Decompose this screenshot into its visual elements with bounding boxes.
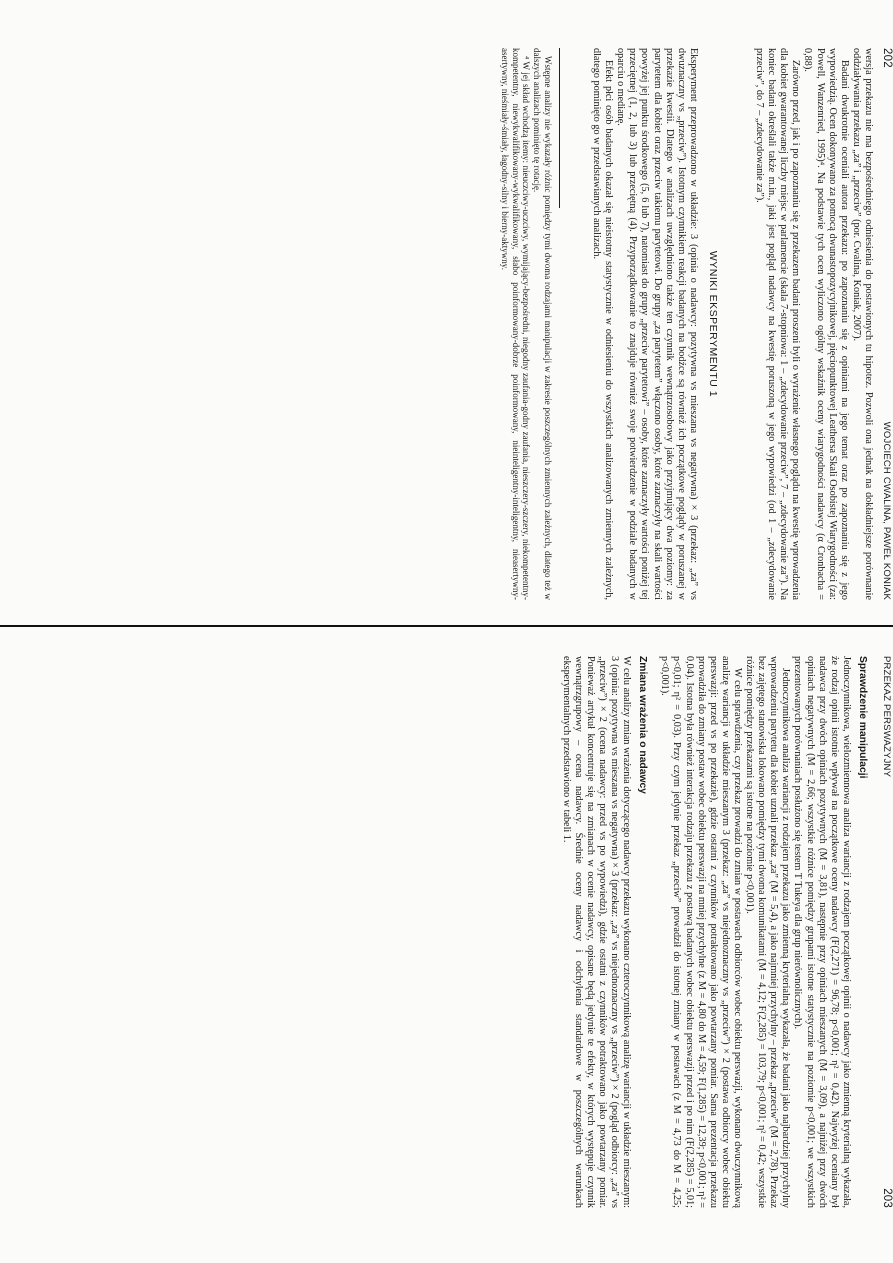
page-202 bbox=[13, 48, 893, 608]
paragraph: Badani dwukrotnie oceniali autora przekazu: po zapoznaniu się z opiniami na jego temat oraz po zapoznaniu się z jego wypowiedzią. Ocen dokonywano za pomocą dwunastopozycyjnikowej, pięciopunktowej Leathersa Skali Osobistej Wiarygodności (za: Powell, Wanzenried, 1995)⁴. Na podstawie tych ocen wyliczono ogólny wskaźnik oceny wiarygodności nadawcy (α Cronbacha = 0,88). bbox=[802, 48, 850, 600]
page-203 bbox=[13, 656, 893, 1216]
subsection-heading: Zmiana wrażenia o nadawcy bbox=[637, 656, 649, 794]
running-head-203 bbox=[874, 656, 893, 1208]
paragraph: wersja przekazu nie ma bezpośredniego odniesienia do postawionych tu hipotez. Pozwoli ona jednak na dokładniejsze porównanie oddziaływania przekazu „za” i „przeciw” (por. Cwalina, Koniak, 2007). bbox=[850, 48, 874, 600]
running-head-title: WOJCIECH CWALINA, PAWEŁ KONIAK bbox=[881, 421, 892, 600]
running-head-title: PRZEKAZ PERSWAZYJNY bbox=[881, 656, 892, 778]
subsection-heading: Sprawdzenie manipulacji bbox=[856, 656, 868, 779]
paragraph: Efekt płci osób badanych okazał się nieistotny statystycznie w odniesieniu do wszystkich analizowanych zmiennych zależnych, dlatego pominięto go w przedstawianych analizach. bbox=[591, 48, 615, 600]
footnote: Wstępne analizy nie wykazały różnic pomiędzy tymi dwoma rodzajami manipulacji w zakresie poszczególnych zmiennych zależnych, dlatego też w dalszych analizach pominięto tę rotację. bbox=[532, 48, 554, 600]
section-heading: WYNIKI EKSPERYMENTU 1 bbox=[706, 250, 719, 398]
paragraph: Zarówno przed, jak i po zapoznaniu się z przekazem badani proszeni byli o wyrażenie własnego poglądu na kwestię wprowadzenia dla kobiet gwarantowanej liczby miejsc w parlamencie (skala 7-stopniowa: 1 – „zdecydowanie przeciw”, 7 – „zdecydowanie za”). Na koniec badani określali także m.in., jaki jest pogląd nadawcy na kwestię poruszoną w jego wypowiedzi (od 1 – „zdecydowanie przeciw”, do 7 – „zdecydowanie za”). bbox=[754, 48, 802, 600]
page-divider-line bbox=[0, 625, 893, 627]
page-number: 203 bbox=[881, 1188, 893, 1208]
page-number: 202 bbox=[881, 48, 893, 68]
running-head-202 bbox=[874, 48, 893, 600]
footnote-divider bbox=[559, 48, 560, 208]
footnote: ⁴ W jej skład wchodzą itemy: nieuczciwy-uczciwy, wymijający-bezpośredni, niegodny zaufania-godny zaufania, nieszczery-szczery, niekompetentny-kompetentny, niewykwalifikowany-wykwalifikowany, słabo poinformowany-dobrze poinformowany, nieinteligentny-inteligentny, nieasertywny-asertywny, nieśmiały-śmiały, łagodny-silny i bierny-aktywny. bbox=[499, 48, 532, 600]
paragraph: W celu analizy zmian wrażenia dotyczącego nadawcy przekazu wykonano czteroczynnikową analizę wariancji w układzie mieszanym: 3 (opinia: pozytywna vs mieszana vs negatywna) × 3 (przekaz: „za” vs niejednoznaczny vs „przeciw”) × 2 (pogląd odbiorcy: „za” vs „przeciw”) × 2 (ocena nadawcy: przed vs po wypowiedzi), gdzie ostatni z czynników potraktowano jako powtarzany pomiar. Ponieważ artykuł koncentruje się na zmianach w ocenie nadawcy, opisane będą jedynie te efekty, w których występuje czynnik wewnątrzgrupowy – ocena nadawcy. Średnie oceny nadawcy i odchylenia standardowe w poszczególnych warunkach eksperymentalnych przedstawiono w tabeli 1. bbox=[560, 656, 633, 1208]
paragraph: Jednoczynnikowa analiza wariancji z rodzajem przekazu jako zmienną kryterialną wykazała, że badani jako najbardziej przychylny wprowadzeniu parytetu dla kobiet uznali przekaz „za” (M = 5,4), a jako najmniej przychylny – przekaz „przeciw” (M = 2,78). Przekaz bez zajętego stanowiska lokowano pomiędzy tymi dwoma komunikatami (M = 4,12; F(2,285) = 103,79; p<0,001; η² = 0,42; wszystkie różnice pomiędzy przekazami są istotne na poziomie p<0,001). bbox=[744, 656, 792, 1208]
paragraph: W celu sprawdzenia, czy przekaz prowadzi do zmian w postawach odbiorców wobec obiektu perswazji, wykonano dwuczynnikową analizę wariancji w układzie mieszanym 3 (przekaz: „za” vs niejednoznaczny vs „przeciw”) × 2 (postawa odbiorcy wobec obiektu perswazji: przed vs po przekazie), gdzie ostatni z czynników potraktowano jako powtarzany pomiar. Sama prezentacja przekazu prowadziła do zmiany postaw wobec obiektu perswazji na mniej przychylne (z M = 4,80 do M = 4,59; F(1,285) = 12,39; p<0,001; η² = 0,04). Istotna była również interakcja rodzaju przekazu z postawą badanych wobec obiektu perswazji przed i po nim (F(2,285) = 5,01; p<0,01; η² = 0,03). Przy czym jedynie przekaz „przeciw” prowadził do istotnej zmiany w postawach (z M = 4,73 do M = 4,25; p<0,001). bbox=[659, 656, 743, 1208]
footnotes bbox=[499, 48, 553, 600]
paragraph: Eksperyment przeprowadzono w układzie: 3 (opinia o nadawcy: pozytywna vs mieszana vs negatywna) × 3 (przekaz: „za” vs dwuznaczny vs „przeciw”). Istotnym czynnikiem reakcji badanych na bodźce są również ich początkowe poglądy w poruszanej w przekazie kwestii. Dlatego w analizach uwzględniono także ten czynnik wewnątrzosobowy jako przyjmujący dwa poziomy: za parytetem dla kobiet oraz przeciw takiemu parytetowi. Do grupy „za parytetem” włączono osoby, które zaznaczyły na skali wartości powyżej jej punktu środkowego (5, 6 lub 7), natomiast do grupy „przeciw parytetowi” – osoby, które zaznaczyły wartości poniżej tej przeciętnej (1, 2, lub 3) lub przeciętną (4). Przyporządkowanie to znajduje również swoje potwierdzenie w podziale badanych w oparciu o medianę. bbox=[615, 48, 699, 600]
paragraph: Jednoczynnikowa, wielozmiennowa analiza wariancji z rodzajem początkowej opinii o nadawcy jako zmienną kryterialną wykazała, że rodzaj opinii istotnie wpływał na początkowe oceny nadawcy (F(2,271) = 96,78; p<0,001; η² = 0,42). Najwyżej oceniany był nadawca przy dwóch opiniach pozytywnych (M = 3,81), następnie przy opiniach mieszanych (M = 3,09), a najniżej przy dwóch opiniach negatywnych (M = 2,66; wszystkie różnice pomiędzy grupami istotne statystycznie na poziomie p<0,001; we wszystkich prezentowanych porównaniach posłużono się testem T Tukeya dla grup nierównolicznych). bbox=[792, 656, 852, 1208]
